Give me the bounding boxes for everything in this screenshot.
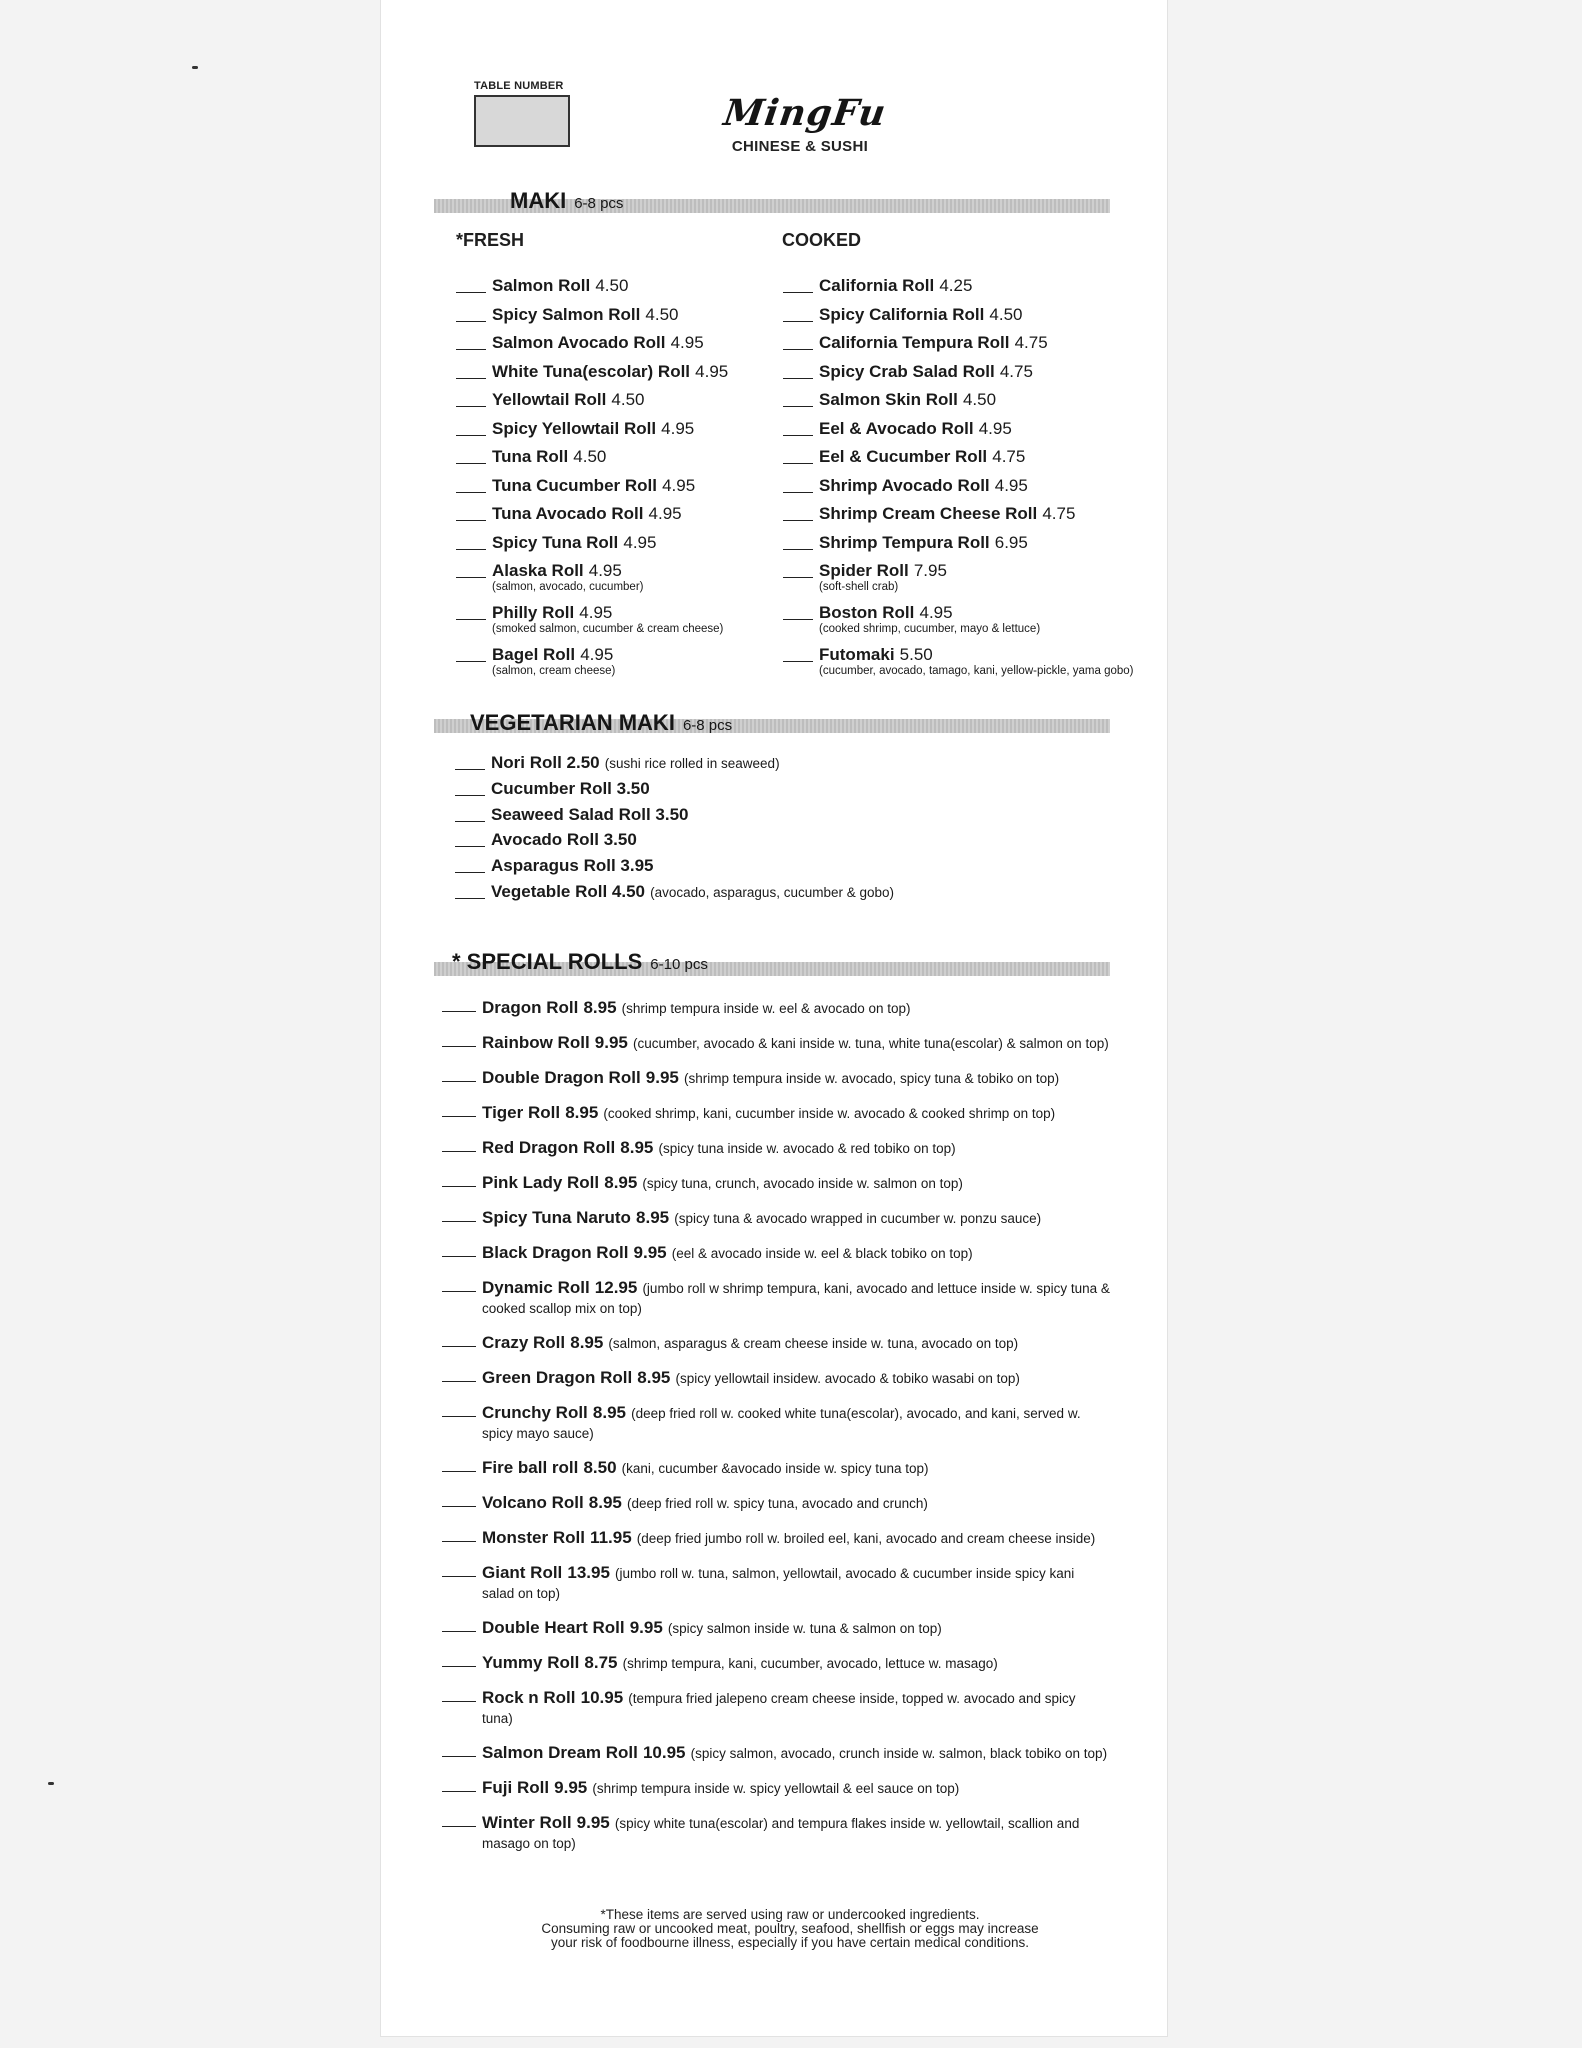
item-price: 4.75 (1042, 504, 1076, 523)
item-description: (spicy yellowtail insidew. avocado & tobiko wasabi on top) (675, 1371, 1020, 1386)
order-blank[interactable] (783, 661, 813, 662)
item-price: 4.95 (695, 361, 729, 381)
menu-item[interactable] (456, 304, 728, 333)
menu-item[interactable] (783, 560, 1134, 602)
item-name: Dragon Roll (482, 998, 579, 1017)
menu-item[interactable] (442, 1243, 1110, 1263)
menu-item[interactable] (456, 446, 728, 475)
item-name: California Tempura Roll (819, 333, 1010, 352)
item-price: 4.50 (962, 390, 997, 409)
order-blank[interactable] (455, 795, 485, 796)
item-price: 4.95 (661, 418, 695, 438)
fresh-list (456, 275, 728, 686)
menu-item[interactable] (783, 503, 1134, 532)
item-name: Red Dragon Roll (482, 1138, 616, 1157)
brand (690, 92, 920, 155)
menu-item[interactable] (783, 275, 1134, 304)
order-blank[interactable] (456, 577, 486, 578)
item-name: Fuji Roll (482, 1778, 550, 1797)
item-price: 4.50 (645, 304, 679, 324)
menu-item[interactable] (456, 560, 728, 602)
item-name: Shrimp Avocado Roll (819, 475, 990, 495)
item-name: Nori Roll 2.50 (491, 753, 600, 772)
item-price: 4.95 (662, 475, 696, 495)
special-pcs: 6-10 pcs (650, 956, 708, 973)
order-blank[interactable] (783, 435, 813, 436)
order-blank[interactable] (783, 378, 813, 379)
menu-item[interactable] (442, 1778, 1110, 1798)
order-blank[interactable] (442, 1471, 476, 1472)
menu-item[interactable] (456, 503, 728, 532)
menu-item[interactable] (783, 332, 1134, 361)
item-price: 13.95 (567, 1563, 610, 1582)
item-name: Seaweed Salad Roll 3.50 (491, 804, 689, 824)
order-blank[interactable] (442, 1256, 476, 1257)
item-description: (salmon, cream cheese) (492, 665, 616, 677)
item-name: Rainbow Roll (482, 1033, 590, 1052)
menu-item[interactable] (783, 389, 1134, 418)
order-blank[interactable] (783, 549, 813, 550)
menu-item[interactable] (456, 602, 728, 644)
item-price: 8.95 (583, 998, 617, 1017)
item-description: (jumbo roll w. tuna, salmon, yellowtail, avocado & cucumber inside spicy kani salad on top) (482, 1566, 1075, 1601)
item-name: Spicy Yellowtail Roll (492, 418, 657, 438)
item-price: 12.95 (594, 1278, 638, 1297)
item-name: Shrimp Cream Cheese Roll (819, 504, 1038, 523)
item-price: 9.95 (629, 1618, 663, 1637)
order-blank[interactable] (456, 661, 486, 662)
table-number-label: TABLE NUMBER (474, 80, 564, 92)
order-blank[interactable] (456, 435, 486, 436)
item-price: 4.95 (579, 603, 613, 622)
item-price: 8.95 (565, 1103, 599, 1122)
menu-item[interactable] (442, 998, 1110, 1018)
menu-item[interactable] (456, 532, 728, 561)
menu-item[interactable] (456, 275, 728, 304)
menu-item[interactable] (783, 446, 1134, 475)
item-description: (salmon, asparagus & cream cheese inside w. tuna, avocado on top) (608, 1336, 1019, 1351)
item-name: Vegetable Roll 4.50 (491, 881, 646, 901)
menu-item[interactable] (442, 1368, 1110, 1388)
order-blank[interactable] (442, 1631, 476, 1632)
item-name: Salmon Avocado Roll (492, 333, 666, 352)
item-name: Black Dragon Roll (482, 1243, 629, 1262)
item-name: Asparagus Roll 3.95 (491, 856, 654, 876)
item-name: Green Dragon Roll (482, 1368, 633, 1387)
item-description: (jumbo roll w shrimp tempura, kani, avocado and lettuce inside w. spicy tuna & cooked scallop mix on top) (482, 1281, 1110, 1316)
special-section-title (452, 949, 708, 978)
item-price: 8.50 (583, 1458, 617, 1477)
item-name: Cucumber Roll 3.50 (491, 778, 650, 798)
order-blank[interactable] (442, 1701, 476, 1702)
item-description: (soft-shell crab) (819, 581, 899, 593)
item-description: (cooked shrimp, kani, cucumber inside w. avocado & cooked shrimp on top) (603, 1106, 1056, 1121)
item-price: 4.95 (919, 603, 953, 622)
menu-item[interactable] (456, 389, 728, 418)
menu-item[interactable] (455, 752, 894, 778)
item-description: (avocado, asparagus, cucumber & gobo) (650, 884, 894, 900)
item-description: (spicy tuna, crunch, avocado inside w. salmon on top) (642, 1176, 963, 1191)
item-price: 9.95 (576, 1813, 610, 1832)
order-blank[interactable] (456, 520, 486, 521)
menu-item[interactable] (442, 1563, 1110, 1603)
order-blank[interactable] (442, 1666, 476, 1667)
item-name: Monster Roll (482, 1528, 585, 1547)
item-price: 8.95 (592, 1403, 626, 1422)
item-price: 4.50 (989, 304, 1023, 324)
menu-item[interactable] (456, 475, 728, 504)
order-blank[interactable] (455, 769, 485, 770)
item-description: (smoked salmon, cucumber & cream cheese) (492, 623, 724, 635)
item-price: 4.95 (623, 532, 657, 552)
menu-item[interactable] (783, 361, 1134, 390)
item-name: Avocado Roll 3.50 (491, 830, 637, 850)
order-blank[interactable] (442, 1541, 476, 1542)
item-description: (deep fried jumbo roll w. broiled eel, kani, avocado and cream cheese inside) (636, 1531, 1096, 1546)
menu-item[interactable] (442, 1033, 1110, 1053)
item-name: Bagel Roll (492, 645, 576, 664)
order-blank[interactable] (783, 321, 813, 322)
item-price: 8.75 (584, 1653, 618, 1672)
order-blank[interactable] (442, 1826, 476, 1827)
item-name: Boston Roll (819, 603, 915, 622)
menu-item[interactable] (783, 532, 1134, 561)
item-price: 4.50 (611, 390, 645, 409)
order-blank[interactable] (456, 349, 486, 350)
item-price: 8.95 (637, 1368, 671, 1387)
item-name: Spicy California Roll (819, 304, 985, 324)
veg-pcs: 6-8 pcs (682, 717, 733, 734)
item-price: 8.95 (636, 1208, 670, 1227)
item-price: 4.75 (999, 361, 1033, 381)
item-name: Pink Lady Roll (482, 1173, 600, 1192)
item-price: 4.75 (1014, 333, 1048, 352)
menu-item[interactable] (455, 855, 894, 881)
item-description: (spicy white tuna(escolar) and tempura flakes inside w. yellowtail, scallion and masago on top) (482, 1816, 1080, 1851)
item-description: (sushi rice rolled in seaweed) (604, 756, 780, 771)
item-description: (shrimp tempura, kani, cucumber, avocado, lettuce w. masago) (622, 1656, 998, 1671)
brand-logo: MingFu (721, 92, 889, 134)
item-price: 4.25 (939, 276, 973, 295)
item-price: 8.95 (588, 1493, 622, 1512)
item-description: (shrimp tempura inside w. avocado, spicy tuna & tobiko on top) (683, 1071, 1060, 1086)
item-description: (salmon, avocado, cucumber) (492, 581, 644, 593)
item-name: Shrimp Tempura Roll (819, 532, 990, 552)
order-blank[interactable] (456, 492, 486, 493)
item-name: Dynamic Roll (482, 1278, 590, 1297)
item-price: 5.50 (899, 645, 933, 664)
item-price: 4.95 (670, 333, 704, 352)
item-name: Spicy Tuna Naruto (482, 1208, 631, 1227)
menu-item[interactable] (783, 475, 1134, 504)
item-description: (spicy salmon inside w. tuna & salmon on top) (667, 1621, 942, 1636)
menu-item[interactable] (455, 804, 894, 830)
order-blank[interactable] (456, 463, 486, 464)
item-name: Eel & Cucumber Roll (819, 447, 988, 466)
order-blank[interactable] (455, 821, 485, 822)
brand-subtitle: CHINESE & SUSHI (731, 138, 869, 155)
item-name: California Roll (819, 276, 935, 295)
menu-item[interactable] (442, 1138, 1110, 1158)
order-blank[interactable] (783, 292, 813, 293)
menu-item[interactable] (455, 829, 894, 855)
menu-item[interactable] (442, 1278, 1110, 1318)
order-blank[interactable] (442, 1346, 476, 1347)
item-price: 11.95 (590, 1528, 632, 1547)
order-blank[interactable] (783, 520, 813, 521)
order-blank[interactable] (783, 406, 813, 407)
order-blank[interactable] (783, 463, 813, 464)
item-price: 8.95 (620, 1138, 654, 1157)
item-price: 4.50 (573, 447, 607, 466)
item-price: 4.95 (994, 475, 1028, 495)
item-name: Spicy Crab Salad Roll (819, 361, 995, 381)
item-name: Rock n Roll (482, 1688, 576, 1707)
menu-item[interactable] (442, 1618, 1110, 1638)
item-name: Salmon Dream Roll (482, 1743, 638, 1762)
order-blank[interactable] (455, 846, 485, 847)
maki-title: MAKI (510, 188, 567, 213)
item-price: 4.75 (992, 447, 1026, 466)
order-blank[interactable] (456, 378, 486, 379)
item-price: 4.95 (978, 418, 1012, 438)
order-blank[interactable] (442, 1291, 476, 1292)
item-price: 6.95 (994, 532, 1028, 552)
menu-item[interactable] (442, 1403, 1110, 1443)
menu-item[interactable] (783, 304, 1134, 333)
order-blank[interactable] (783, 577, 813, 578)
menu-item[interactable] (442, 1458, 1110, 1478)
maki-section-title (510, 188, 623, 217)
item-price: 8.95 (570, 1333, 604, 1352)
order-blank[interactable] (455, 872, 485, 873)
menu-item[interactable] (442, 1493, 1110, 1513)
menu-item[interactable] (442, 1068, 1110, 1088)
veg-title: VEGETARIAN MAKI (470, 710, 675, 735)
item-name: Double Dragon Roll (482, 1068, 641, 1087)
item-name: Giant Roll (482, 1563, 563, 1582)
item-price: 10.95 (642, 1743, 686, 1762)
menu-item[interactable] (442, 1208, 1110, 1228)
order-blank[interactable] (442, 1416, 476, 1417)
order-blank[interactable] (442, 1186, 476, 1187)
item-description: (spicy tuna inside w. avocado & red tobiko on top) (658, 1141, 956, 1156)
order-blank[interactable] (442, 1151, 476, 1152)
item-price: 9.95 (594, 1033, 628, 1052)
order-blank[interactable] (455, 898, 485, 899)
item-name: Tuna Cucumber Roll (492, 475, 657, 495)
item-name: Salmon Skin Roll (819, 390, 958, 409)
item-price: 9.95 (645, 1068, 679, 1087)
veg-list (455, 752, 894, 907)
menu-item[interactable] (455, 778, 894, 804)
disclaimer-line-3: your risk of foodbourne illness, especially if you have certain medical conditions. (551, 1935, 1029, 1950)
item-price: 4.95 (588, 561, 622, 580)
item-description: (cooked shrimp, cucumber, mayo & lettuce) (819, 623, 1041, 635)
item-description: (tempura fried jalepeno cream cheese inside, topped w. avocado and spicy tuna) (482, 1691, 1076, 1726)
item-description: (spicy tuna & avocado wrapped in cucumber w. ponzu sauce) (674, 1211, 1042, 1226)
order-blank[interactable] (442, 1506, 476, 1507)
item-name: Fire ball roll (482, 1458, 579, 1477)
order-blank[interactable] (442, 1381, 476, 1382)
item-name: Crazy Roll (482, 1333, 566, 1352)
order-blank[interactable] (442, 1221, 476, 1222)
order-blank[interactable] (783, 619, 813, 620)
item-name: Yummy Roll (482, 1653, 580, 1672)
menu-item[interactable] (442, 1653, 1110, 1673)
table-number-box[interactable] (474, 95, 570, 147)
item-name: Eel & Avocado Roll (819, 418, 974, 438)
item-name: Yellowtail Roll (492, 390, 607, 409)
item-name: Alaska Roll (492, 561, 584, 580)
item-price: 4.50 (595, 276, 629, 295)
item-name: Crunchy Roll (482, 1403, 588, 1422)
special-title: * SPECIAL ROLLS (452, 949, 643, 974)
order-blank[interactable] (442, 1011, 476, 1012)
item-name: Salmon Roll (492, 276, 591, 295)
order-blank[interactable] (442, 1116, 476, 1117)
special-list (442, 998, 1110, 1868)
order-blank[interactable] (783, 492, 813, 493)
disclaimer-line-2: Consuming raw or uncooked meat, poultry, seafood, shellfish or eggs may increase (541, 1921, 1039, 1936)
menu-item[interactable] (456, 644, 728, 686)
item-description: (cucumber, avocado & kani inside w. tuna, white tuna(escolar) & salmon on top) (632, 1036, 1109, 1051)
item-price: 9.95 (633, 1243, 667, 1262)
order-blank[interactable] (456, 619, 486, 620)
item-description: (shrimp tempura inside w. spicy yellowtail & eel sauce on top) (592, 1781, 960, 1796)
menu-item[interactable] (442, 1103, 1110, 1123)
item-name: Spider Roll (819, 561, 909, 580)
order-blank[interactable] (456, 549, 486, 550)
item-description: (spicy salmon, avocado, crunch inside w. salmon, black tobiko on top) (690, 1746, 1108, 1761)
menu-item[interactable] (442, 1333, 1110, 1353)
menu-item[interactable] (442, 1743, 1110, 1763)
item-price: 7.95 (913, 561, 947, 580)
item-price: 8.95 (604, 1173, 638, 1192)
order-blank[interactable] (456, 406, 486, 407)
menu-item[interactable] (456, 361, 728, 390)
order-blank[interactable] (442, 1791, 476, 1792)
item-description: (eel & avocado inside w. eel & black tobiko on top) (671, 1246, 973, 1261)
maki-pcs: 6-8 pcs (574, 195, 624, 212)
item-price: 10.95 (580, 1688, 624, 1707)
item-description: (deep fried roll w. cooked white tuna(escolar), avocado, and kani, served w. spicy mayo sauce) (482, 1406, 1081, 1441)
item-description: (shrimp tempura inside w. eel & avocado on top) (621, 1001, 911, 1016)
item-description: (kani, cucumber &avocado inside w. spicy tuna top) (621, 1461, 929, 1476)
order-blank[interactable] (456, 321, 486, 322)
fresh-heading: *FRESH (456, 230, 525, 250)
item-price: 4.95 (580, 645, 614, 664)
item-name: Volcano Roll (482, 1493, 584, 1512)
order-blank[interactable] (783, 349, 813, 350)
order-blank[interactable] (456, 292, 486, 293)
item-name: Tiger Roll (482, 1103, 561, 1122)
item-name: Double Heart Roll (482, 1618, 625, 1637)
order-blank[interactable] (442, 1046, 476, 1047)
disclaimer-line-1: *These items are served using raw or undercooked ingredients. (600, 1907, 980, 1922)
item-name: Futomaki (819, 645, 895, 664)
menu-item[interactable] (442, 1173, 1110, 1193)
item-price: 9.95 (554, 1778, 588, 1797)
raw-food-disclaimer (470, 1908, 1110, 1950)
menu-item[interactable] (456, 418, 728, 447)
veg-section-title (470, 710, 732, 739)
item-name: Spicy Salmon Roll (492, 304, 641, 324)
item-description: (cucumber, avocado, tamago, kani, yellow-pickle, yama gobo) (819, 665, 1134, 677)
menu-item[interactable] (442, 1813, 1110, 1853)
item-price: 4.95 (648, 504, 682, 523)
scan-speck (192, 66, 198, 69)
scan-speck (48, 1782, 54, 1785)
item-name: Philly Roll (492, 603, 575, 622)
item-name: Winter Roll (482, 1813, 572, 1832)
cooked-list (783, 275, 1134, 686)
item-name: White Tuna(escolar) Roll (492, 361, 691, 381)
cooked-heading: COOKED (782, 230, 862, 250)
menu-item[interactable] (442, 1528, 1110, 1548)
table-number (474, 80, 570, 147)
menu-item[interactable] (456, 332, 728, 361)
item-name: Tuna Avocado Roll (492, 504, 644, 523)
item-name: Spicy Tuna Roll (492, 532, 619, 552)
menu-item[interactable] (783, 644, 1134, 686)
item-description: (deep fried roll w. spicy tuna, avocado and crunch) (626, 1496, 928, 1511)
order-blank[interactable] (442, 1756, 476, 1757)
item-name: Tuna Roll (492, 447, 569, 466)
order-blank[interactable] (442, 1081, 476, 1082)
menu-item[interactable] (455, 881, 894, 907)
order-blank[interactable] (442, 1576, 476, 1577)
menu-item[interactable] (783, 602, 1134, 644)
menu-item[interactable] (442, 1688, 1110, 1728)
menu-item[interactable] (783, 418, 1134, 447)
